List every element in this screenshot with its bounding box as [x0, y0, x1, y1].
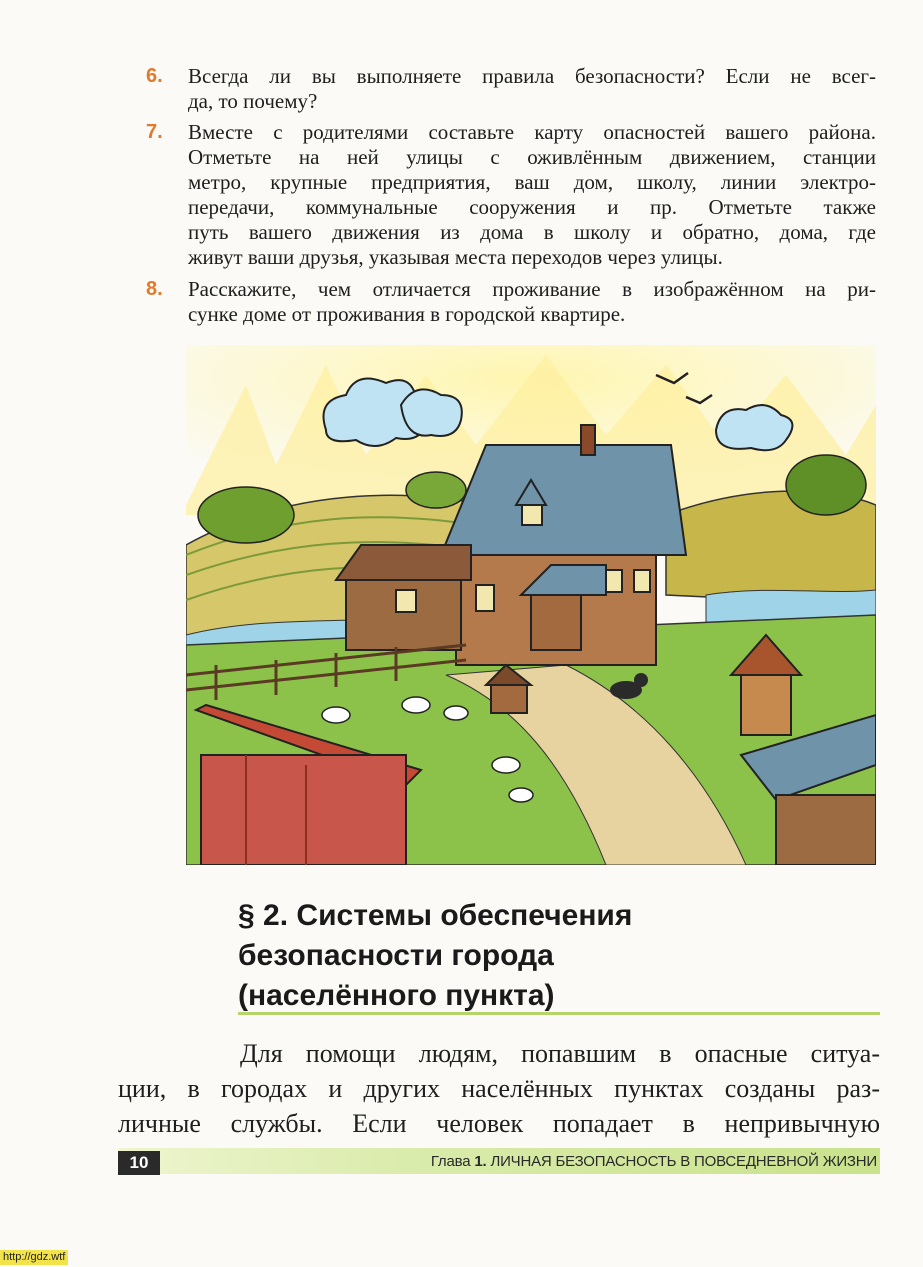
question-6 [146, 64, 876, 114]
body-line: личные службы. Если человек попадает в непривычную [118, 1109, 880, 1138]
question-line: метро, крупные предприятия, ваш дом, школу, линии электро- [188, 170, 876, 194]
section-title-line [238, 896, 878, 936]
chapter-title [431, 1151, 877, 1173]
question-text [188, 64, 876, 114]
body-line: Для помощи людям, попавшим в опасные ситуа- [240, 1039, 880, 1068]
village-house-illustration [186, 345, 876, 865]
body-paragraph [118, 1036, 880, 1141]
chapter-prefix: Глава [430, 1153, 471, 1170]
question-text [188, 120, 876, 270]
section-title-text: Системы обеспечения [296, 899, 633, 932]
section-title-line: безопасности города [238, 939, 554, 972]
question-text [188, 277, 876, 327]
question-line: Вместе с родителями составьте карту опасностей вашего района. [188, 120, 876, 144]
question-7 [146, 120, 876, 270]
question-line: Отметьте на ней улицы с оживлённым движением, станции [188, 145, 876, 169]
question-number: 8. [146, 278, 163, 300]
question-number: 7. [146, 121, 163, 143]
section-title [238, 896, 878, 1016]
question-number: 6. [146, 65, 163, 87]
question-line: живут ваши друзья, указывая места переходов через улицы. [188, 245, 723, 269]
question-line: Всегда ли вы выполняете правила безопасности? Если не всег- [188, 64, 876, 88]
section-title-line: (населённого пункта) [238, 979, 555, 1012]
chapter-number: 1. [474, 1153, 487, 1170]
question-line: Расскажите, чем отличается проживание в изображённом на ри- [188, 277, 876, 301]
question-line: передачи, коммунальные сооружения и пр. Отметьте также [188, 195, 876, 219]
body-line: ции, в городах и других населённых пунктах созданы раз- [118, 1074, 880, 1103]
section-number: 2. [263, 899, 289, 932]
question-8 [146, 277, 876, 327]
page-number: 10 [118, 1151, 160, 1175]
watermark-link[interactable]: http://gdz.wtf [0, 1250, 68, 1265]
chapter-name: ЛИЧНАЯ БЕЗОПАСНОСТЬ В ПОВСЕДНЕВНОЙ ЖИЗНИ [490, 1153, 877, 1170]
question-line: сунке доме от проживания в городской квартире. [188, 302, 626, 326]
section-underline [238, 1012, 880, 1015]
section-mark: § [238, 899, 255, 932]
question-line: да, то почему? [188, 89, 318, 113]
question-line: путь вашего движения из дома в школу и обратно, дома, где [188, 220, 876, 244]
